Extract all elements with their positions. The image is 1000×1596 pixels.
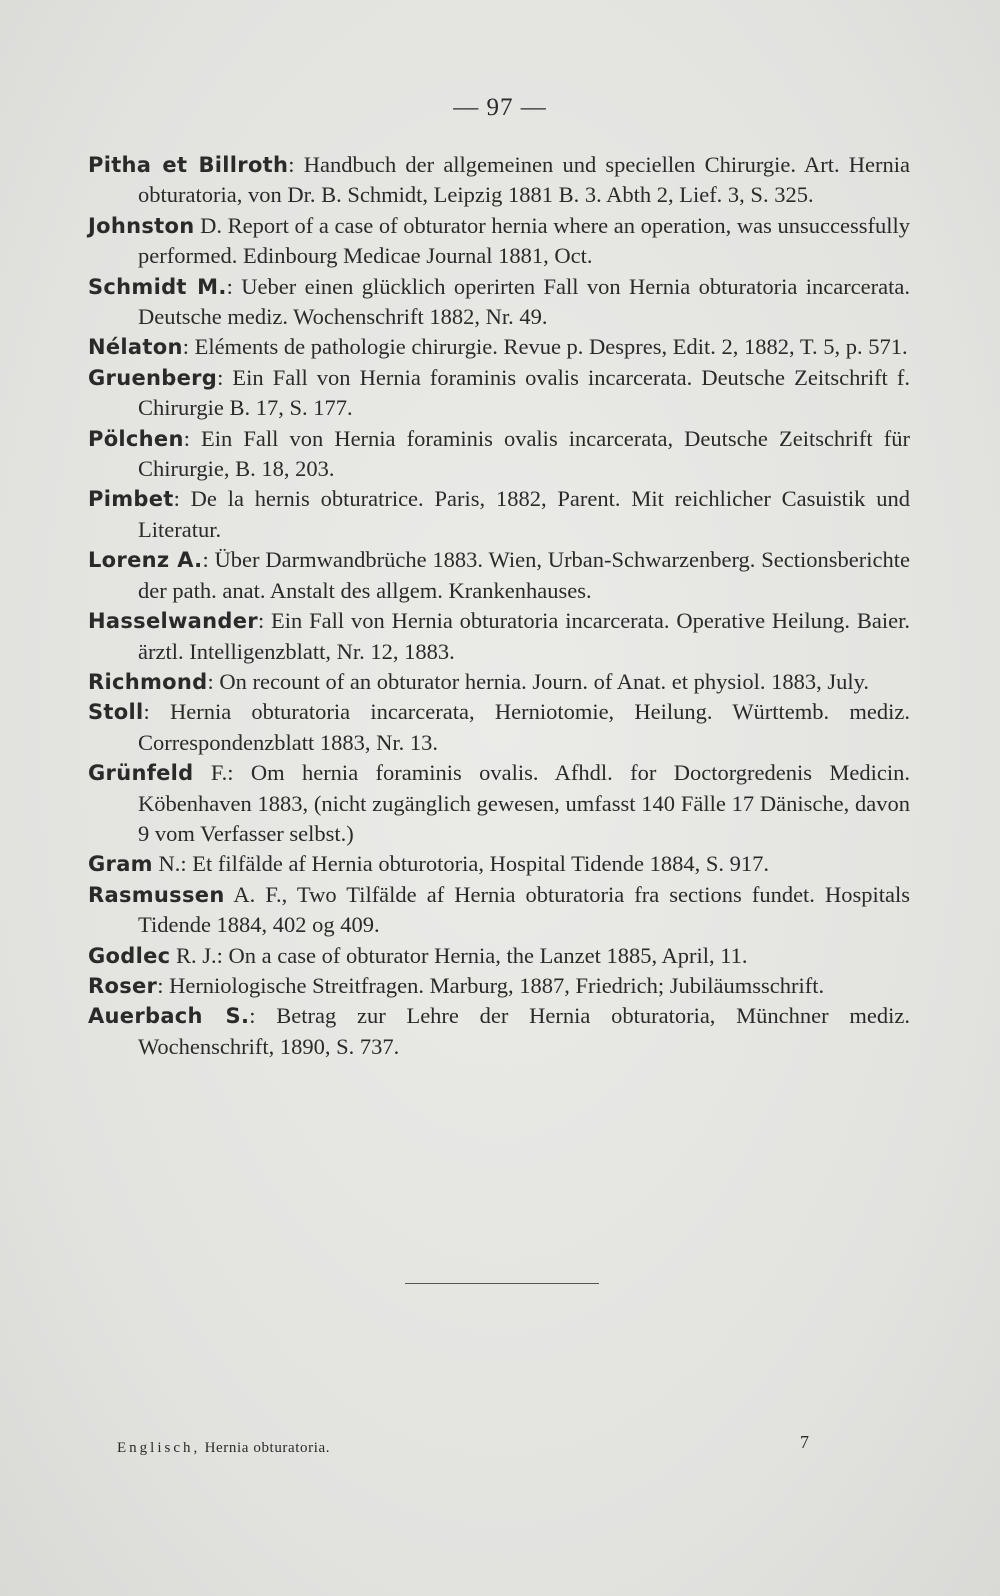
bibliography-entry <box>88 363 910 424</box>
entry-author: Richmond <box>88 669 208 694</box>
entry-text: R. J.: On a case of obturator Hernia, the Lanzet 1885, April, 11. <box>170 942 748 968</box>
bibliography-entry <box>88 545 910 606</box>
bibliography-entry <box>88 272 910 333</box>
entry-text: N.: Et filfälde af Hernia obturotoria, Hospital Tidende 1884, S. 917. <box>152 851 770 877</box>
entry-text: A. F., Two Tilfälde af Hernia obturatoria fra sections fundet. Hospitals Tidende 1884, 402 og 409. <box>138 881 910 938</box>
entry-author: Stoll <box>88 700 144 725</box>
entry-text: : Eléments de pathologie chirurgie. Revue p. Despres, Edit. 2, 1882, T. 5, p. 571. <box>182 334 908 360</box>
footer-signature-title <box>117 1440 330 1457</box>
entry-author: Schmidt M. <box>88 274 227 299</box>
bibliography-entry <box>88 758 910 849</box>
entry-author: Hasselwander <box>88 609 258 634</box>
signature-mark: 7 <box>800 1432 809 1452</box>
bibliography-entry <box>88 880 910 941</box>
bibliography-entry <box>88 332 910 362</box>
entry-author: Godlec <box>88 943 171 968</box>
entry-author: Gruenberg <box>88 365 218 390</box>
entry-author: Pimbet <box>88 487 174 512</box>
entry-text: F.: Om hernia foraminis ovalis. Afhdl. for Doctorgredenis Medicin. Köbenhaven 1883, (nicht zugänglich gewesen, umfasst 140 Fälle 17 Dänische, davon 9 vom Verfasser selbst.) <box>138 760 910 846</box>
bibliography-entry <box>88 150 910 211</box>
entry-text: : Herniologische Streitfragen. Marburg, 1887, Friedrich; Jubiläumsschrift. <box>157 972 825 998</box>
bibliography-entry <box>88 667 910 697</box>
bibliography-entry <box>88 424 910 485</box>
entry-author: Gram <box>88 852 153 877</box>
entry-text: : On recount of an obturator hernia. Journ. of Anat. et physiol. 1883, July. <box>207 668 870 694</box>
entry-text: : Über Darmwandbrüche 1883. Wien, Urban-Schwarzenberg. Sectionsberichte der path. anat. Anstalt des allgem. Krankenhauses. <box>138 547 910 603</box>
entry-author: Grünfeld <box>88 761 194 786</box>
entry-author: Nélaton <box>88 335 183 360</box>
entry-text: : Ueber einen glücklich operirten Fall von Hernia obturatoria incarcerata. Deutsche mediz. Wochenschrift 1882, Nr. 49. <box>138 273 910 330</box>
entry-text: : Ein Fall von Hernia foraminis ovalis incarcerata. Deutsche Zeitschrift f. Chirurgie B. 17, S. 177. <box>138 364 910 421</box>
entry-author: Rasmussen <box>88 882 225 907</box>
entry-author: Pölchen <box>88 426 184 451</box>
bibliography-entry <box>88 1001 910 1062</box>
entry-text: : De la hernis obturatrice. Paris, 1882, Parent. Mit reichlicher Casuistik und Literatur. <box>138 486 910 542</box>
entry-text: : Hernia obturatoria incarcerata, Herniotomie, Heilung. Württemb. mediz. Correspondenzblatt 1883, Nr. 13. <box>138 699 910 755</box>
entry-author: Pitha et Billroth <box>88 153 289 177</box>
entry-author: Roser <box>88 973 158 998</box>
section-divider <box>405 1283 599 1284</box>
bibliography-entry <box>88 211 910 272</box>
entry-text: D. Report of a case of obturator hernia where an operation, was unsuccessfully performed. Edinbourg Medicae Journal 1881, Oct. <box>138 212 910 269</box>
entry-author: Lorenz A. <box>88 548 203 573</box>
bibliography-entry <box>88 849 910 879</box>
entry-text: : Ein Fall von Hernia foraminis ovalis incarcerata, Deutsche Zeitschrift für Chirurgie, B. 18, 203. <box>138 425 910 482</box>
entry-author: Johnston <box>88 213 195 238</box>
bibliography-entry <box>88 971 910 1001</box>
entry-text: : Handbuch der allgemeinen und speciellen Chirurgie. Art. Hernia obturatoria, von Dr. B. Schmidt, Leipzig 1881 B. 3. Abth 2, Lief. 3, S. 325. <box>138 152 910 208</box>
bibliography-entry <box>88 606 910 667</box>
footer-author: Englisch, <box>117 1440 201 1456</box>
bibliography-entry <box>88 697 910 758</box>
page-number: — 97 — <box>453 94 547 121</box>
bibliography-entry <box>88 484 910 545</box>
entry-text: : Betrag zur Lehre der Hernia obturatoria, Münchner mediz. Wochenschrift, 1890, S. 737. <box>138 1003 910 1059</box>
entry-author: Auerbach S. <box>88 1004 250 1029</box>
bibliography-list <box>88 150 910 1062</box>
footer-work: Hernia obturatoria. <box>200 1440 331 1456</box>
entry-text: : Ein Fall von Hernia obturatoria incarcerata. Operative Heilung. Baier. ärztl. Intelligenzblatt, Nr. 12, 1883. <box>138 608 910 664</box>
bibliography-entry <box>88 941 910 971</box>
